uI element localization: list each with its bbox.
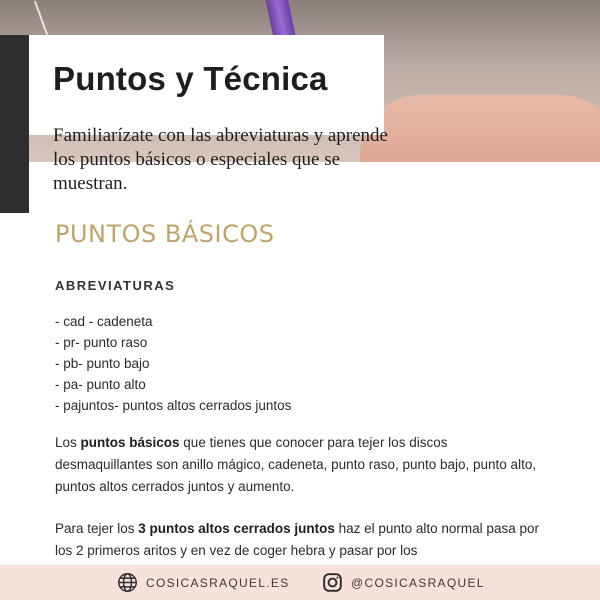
section-heading: PUNTOS BÁSICOS [55,220,275,248]
paragraph-text: haz el punto alto normal pasa por los 2 primeros aritos y en vez de coger hebra y pasar por los [55,521,539,558]
paragraph-text: Para tejer los [55,521,139,536]
website-label: COSICASRAQUEL.ES [146,575,290,590]
abbreviations-heading: ABREVIATURAS [55,278,176,293]
instagram-icon [322,572,343,593]
list-item: - pajuntos- puntos altos cerrados juntos [55,398,292,413]
dark-accent-stripe [0,35,29,213]
paragraph-bold-text: puntos básicos [80,435,180,450]
list-item: - pb- punto bajo [55,356,150,371]
abbreviations-list [55,311,291,416]
paragraph-text: Los [55,435,81,450]
list-item: - pa- punto alto [55,377,146,392]
page-title: Puntos y Técnica [53,60,328,97]
globe-icon [117,572,138,593]
list-item: - pr- punto raso [55,335,148,350]
intro-text: Familiarízate con las abreviaturas y aprende los puntos básicos o especiales que se muestran. [53,125,388,194]
hand [360,95,600,162]
yarn-strand [34,1,48,36]
paragraph-text: que tienes que conocer para tejer los discos desmaquillantes son anillo mágico, cadeneta, punto raso, punto bajo, punto alto, puntos altos cerrados juntos y aumento. [55,435,537,494]
paragraph-bold-text: 3 puntos altos cerrados juntos [138,521,335,536]
website-link[interactable] [117,572,290,593]
instagram-link[interactable] [322,572,485,593]
closed-stitches-paragraph [55,518,545,562]
footer [0,565,600,600]
instagram-label: @COSICASRAQUEL [351,575,485,590]
list-item: - cad - cadeneta [55,314,153,329]
basic-stitches-paragraph [55,432,545,498]
